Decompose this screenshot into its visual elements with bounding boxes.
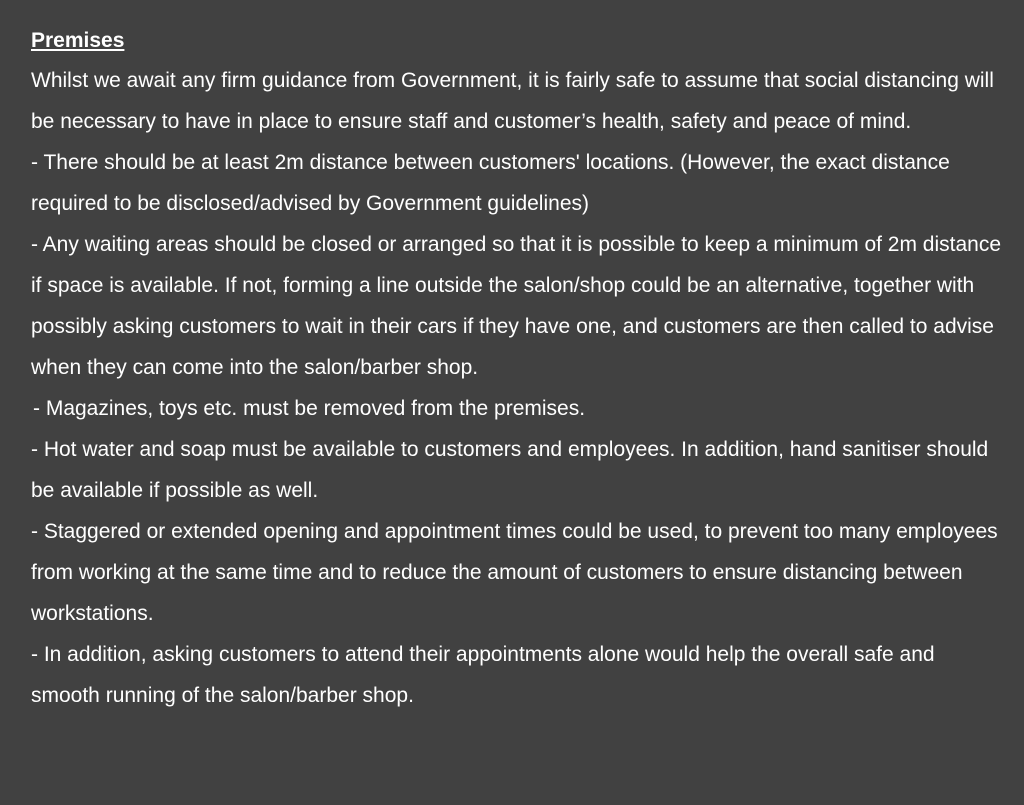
bullet-magazines: - Magazines, toys etc. must be removed from the premises.: [33, 397, 586, 420]
intro-paragraph: Whilst we await any firm guidance from Government, it is fairly safe to assume that social distancing will be necessary to have in place to ensure staff and customer’s health, safety and peace of mind.: [31, 69, 994, 133]
bullet-staggered-times: - Staggered or extended opening and appointment times could be used, to prevent too many employees from working at the same time and to reduce the amount of customers to ensure distancing between workstations.: [31, 520, 998, 625]
bullet-attend-alone: - In addition, asking customers to attend their appointments alone would help the overall safe and smooth running of the salon/barber shop.: [31, 643, 935, 707]
bullet-hygiene: - Hot water and soap must be available to customers and employees. In addition, hand sanitiser should be available if possible as well.: [31, 438, 989, 502]
bullet-waiting-areas: - Any waiting areas should be closed or arranged so that it is possible to keep a minimum of 2m distance if space is available. If not, forming a line outside the salon/shop could be an alternative, together with possibly asking customers to wait in their cars if they have one, and customers are then called to advise when they can come into the salon/barber shop.: [31, 233, 1002, 379]
bullet-distance: - There should be at least 2m distance between customers' locations. (However, the exact distance required to be disclosed/advised by Government guidelines): [31, 151, 950, 215]
section-heading: Premises: [31, 29, 125, 52]
